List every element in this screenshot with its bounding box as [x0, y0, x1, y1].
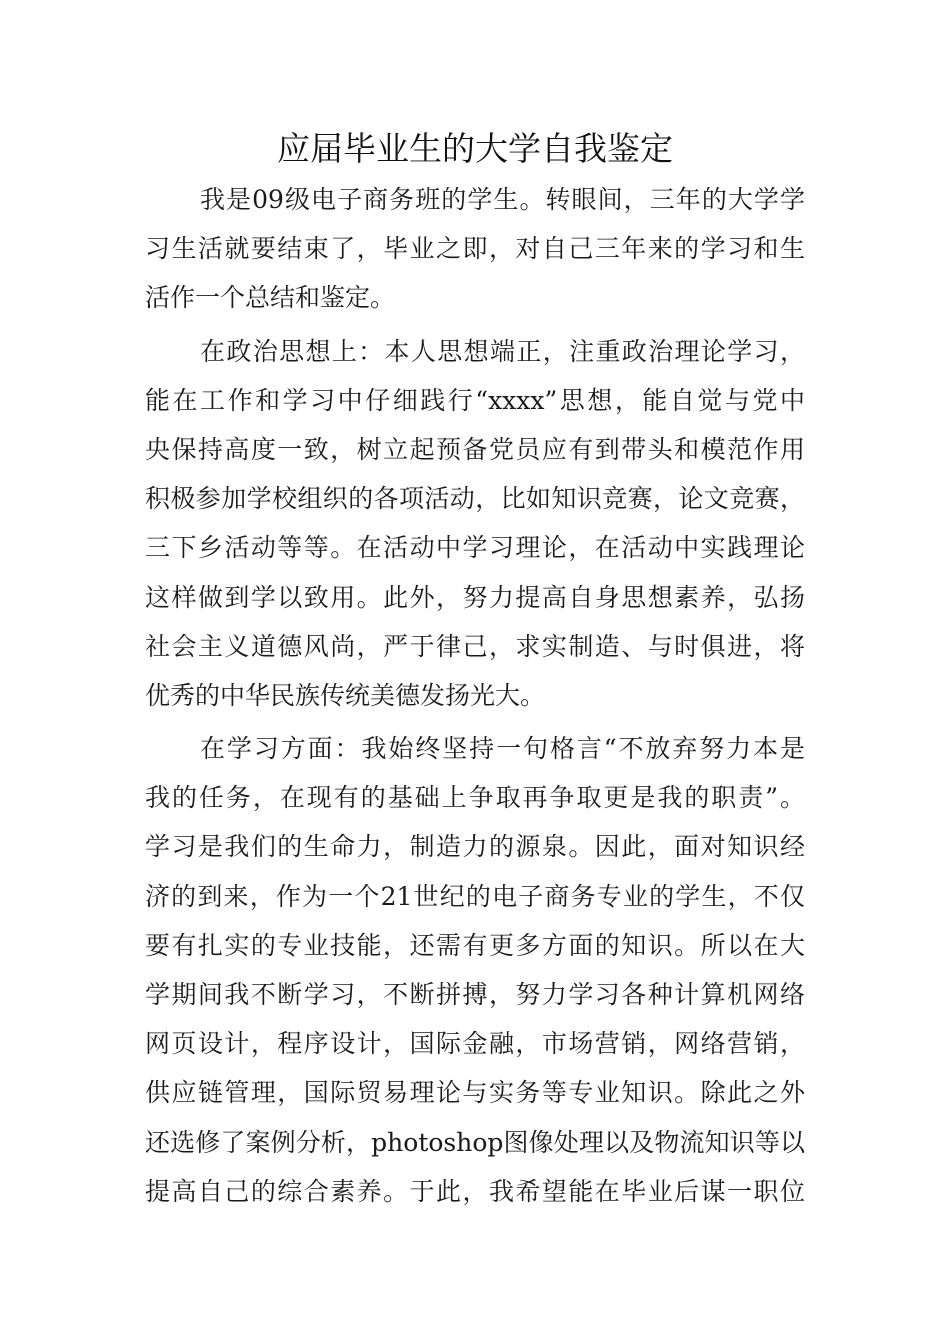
text-line: 学期间我不断学习，不断拼搏，努力学习各种计算机网络: [145, 980, 805, 1009]
text-line: 网页设计，程序设计，国际金融，市场营销，网络营销，: [145, 1029, 805, 1059]
text-line: 学习是我们的生命力，制造力的源泉。因此，面对知识经: [145, 832, 805, 862]
text-line: 在学习方面：我始终坚持一句格言“不放弃努力本是: [200, 734, 805, 764]
text-line: 社会主义道德风尚，严于律己，求实制造、与时俱进，将: [145, 631, 805, 661]
text-line: 优秀的中华民族传统美德发扬光大。: [145, 680, 546, 710]
paragraph-politics: [145, 327, 805, 721]
text-line: 提高自己的综合素养。于此，我希望能在毕业后谋一职位: [145, 1176, 805, 1206]
document-title: 应届毕业生的大学自我鉴定: [277, 129, 673, 168]
text-line: 能在工作和学习中仔细践行“xxxx”思想，能自觉与党中: [145, 385, 805, 415]
text-line: 三下乡活动等等。在活动中学习理论，在活动中实践理论: [145, 533, 805, 563]
paragraph-study: [145, 724, 805, 1216]
text-line: 在政治思想上：本人思想端正，注重政治理论学习，: [200, 336, 805, 366]
text-line: 我是09级电子商务班的学生。转眼间，三年的大学学: [200, 185, 805, 214]
text-line: 这样做到学以致用。此外，努力提高自身思想素养，弘扬: [145, 582, 805, 612]
text-line: 还选修了案例分析，photoshop图像处理以及物流知识等以: [145, 1127, 805, 1157]
text-line: 济的到来，作为一个21世纪的电子商务专业的学生，不仅: [145, 881, 805, 911]
text-line: 积极参加学校组织的各项活动，比如知识竞赛，论文竞赛，: [145, 484, 805, 514]
text-line: 活作一个总结和鉴定。: [145, 283, 396, 313]
text-line: 要有扎实的专业技能，还需有更多方面的知识。所以在大: [145, 930, 805, 960]
text-line: 我的任务，在现有的基础上争取再争取更是我的职责”。: [145, 783, 805, 813]
paragraph-intro: [145, 175, 805, 323]
text-line: 供应链管理，国际贸易理论与实务等专业知识。除此之外: [145, 1078, 805, 1108]
text-line: 央保持高度一致，树立起预备党员应有到带头和模范作用: [145, 434, 805, 464]
text-line: 习生活就要结束了，毕业之即，对自己三年来的学习和生: [145, 234, 805, 264]
document-body: [145, 175, 805, 1216]
